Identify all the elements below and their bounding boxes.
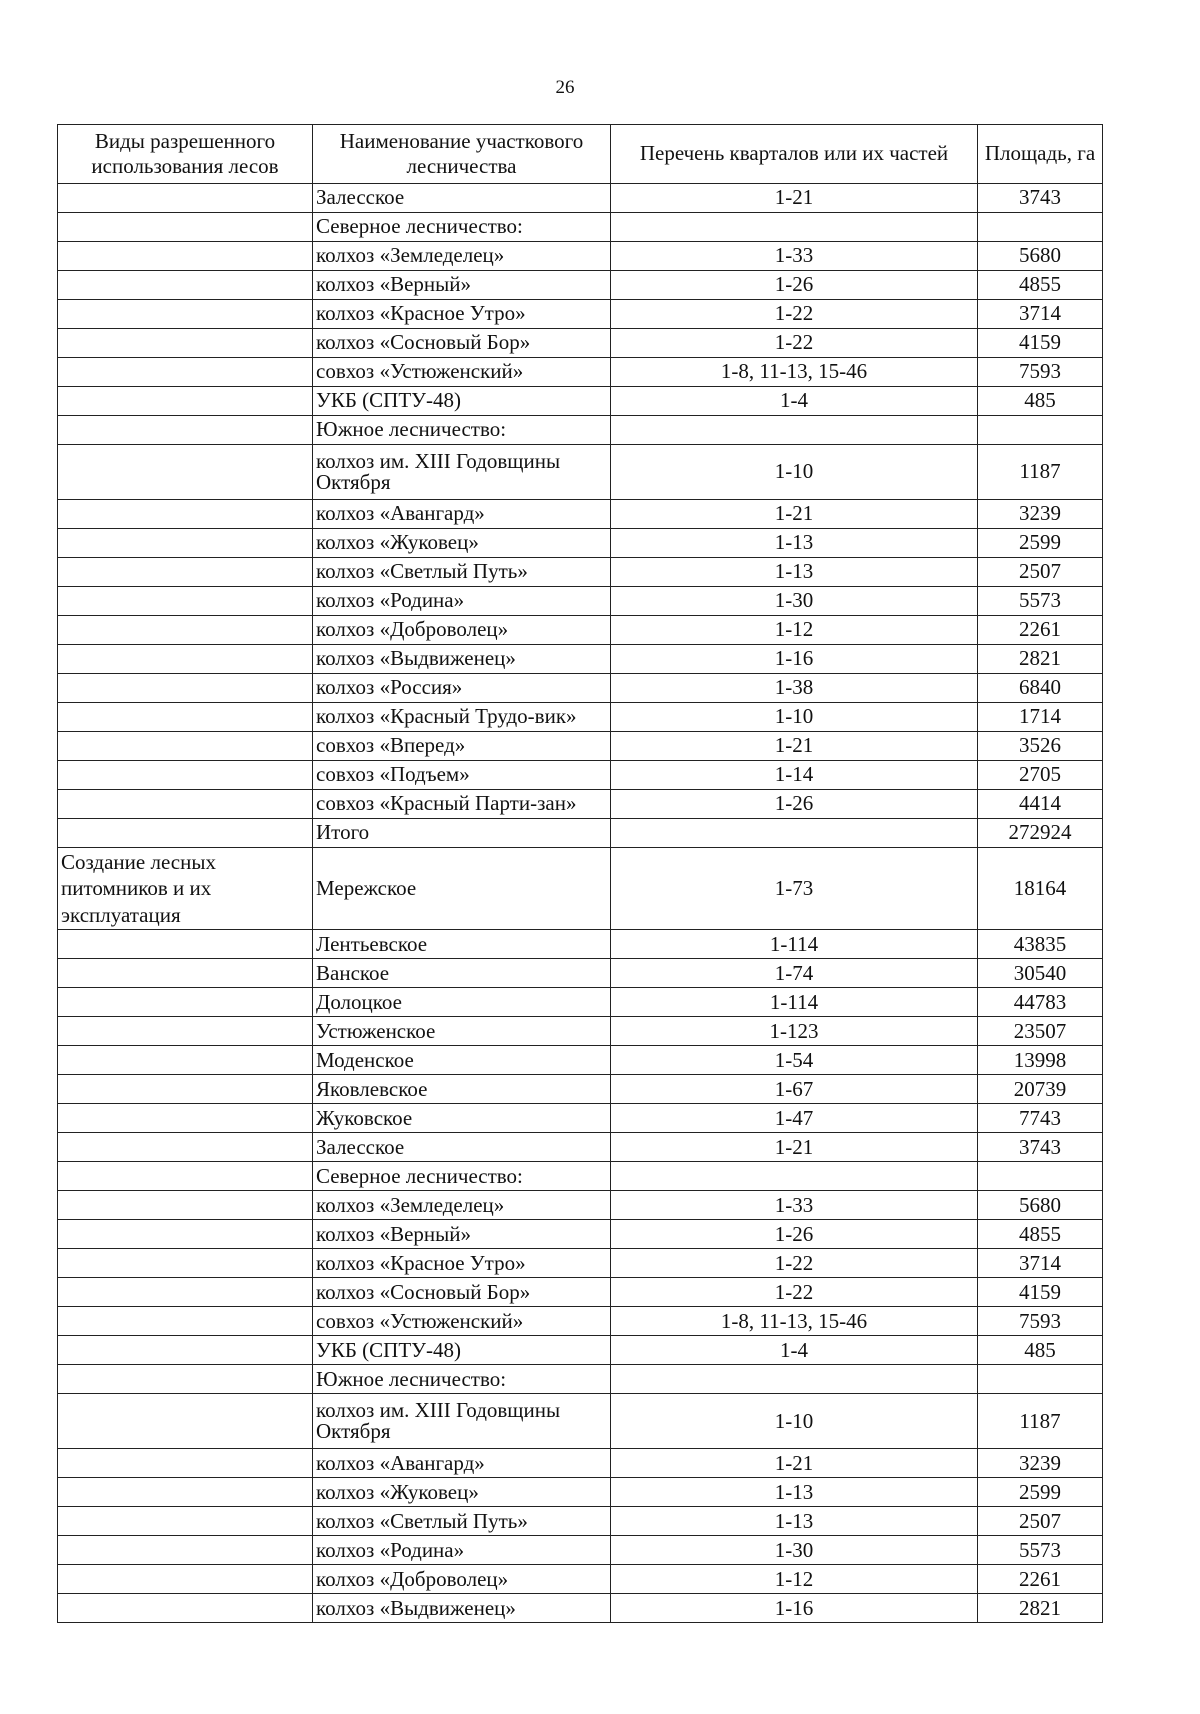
forestry-name-cell: совхоз «Вперед»: [313, 732, 611, 761]
forestry-name-cell: Залесское: [313, 1133, 611, 1162]
quarters-cell: 1-26: [611, 1220, 978, 1249]
use-type-cell: [58, 959, 313, 988]
use-type-cell: [58, 184, 313, 213]
forestry-name-cell: Южное лесничество:: [313, 1365, 611, 1394]
forestry-name-cell: колхоз «Сосновый Бор»: [313, 1278, 611, 1307]
area-cell: 2599: [978, 529, 1103, 558]
area-cell: 2507: [978, 1507, 1103, 1536]
area-cell: 23507: [978, 1017, 1103, 1046]
forestry-name-cell: колхоз «Родина»: [313, 1536, 611, 1565]
quarters-cell: 1-30: [611, 587, 978, 616]
area-cell: 4159: [978, 1278, 1103, 1307]
quarters-cell: 1-123: [611, 1017, 978, 1046]
use-type-cell: [58, 1365, 313, 1394]
quarters-cell: 1-13: [611, 1478, 978, 1507]
table-row: [58, 1507, 1103, 1536]
area-cell: 20739: [978, 1075, 1103, 1104]
use-type-cell: [58, 616, 313, 645]
area-cell: 3714: [978, 1249, 1103, 1278]
quarters-cell: 1-10: [611, 445, 978, 500]
table-row: [58, 1449, 1103, 1478]
table-row: [58, 1394, 1103, 1449]
forestry-name-cell: Залесское: [313, 184, 611, 213]
quarters-cell: 1-21: [611, 1449, 978, 1478]
table-body: [58, 184, 1103, 1623]
use-type-cell: [58, 1536, 313, 1565]
forestry-name-cell: колхоз «Доброволец»: [313, 1565, 611, 1594]
area-cell: 1187: [978, 445, 1103, 500]
forestry-name-cell: Долоцкое: [313, 988, 611, 1017]
use-type-cell: [58, 1162, 313, 1191]
quarters-cell: 1-16: [611, 1594, 978, 1623]
area-cell: 7593: [978, 358, 1103, 387]
table-row: [58, 1075, 1103, 1104]
table-row: [58, 1191, 1103, 1220]
area-cell: [978, 213, 1103, 242]
table-row: [58, 703, 1103, 732]
area-cell: 6840: [978, 674, 1103, 703]
forestry-name-cell: Моденское: [313, 1046, 611, 1075]
area-cell: 3239: [978, 500, 1103, 529]
header-area: Площадь, га: [978, 125, 1103, 184]
forestry-name-cell: колхоз «Россия»: [313, 674, 611, 703]
table-row: [58, 1249, 1103, 1278]
forestry-name-cell: колхоз «Светлый Путь»: [313, 558, 611, 587]
quarters-cell: 1-47: [611, 1104, 978, 1133]
quarters-cell: [611, 819, 978, 848]
use-type-cell: [58, 1594, 313, 1623]
forestry-name-cell: совхоз «Подъем»: [313, 761, 611, 790]
table-row: [58, 959, 1103, 988]
quarters-cell: 1-13: [611, 558, 978, 587]
table-row: [58, 1594, 1103, 1623]
use-type-cell: [58, 1278, 313, 1307]
area-cell: 272924: [978, 819, 1103, 848]
area-cell: 3714: [978, 300, 1103, 329]
use-type-cell: [58, 1220, 313, 1249]
table-row: [58, 790, 1103, 819]
table-row: [58, 445, 1103, 500]
forestry-name-cell: колхоз им. XIII Годовщины Октября: [313, 445, 611, 500]
quarters-cell: 1-22: [611, 329, 978, 358]
quarters-cell: 1-21: [611, 500, 978, 529]
area-cell: 1714: [978, 703, 1103, 732]
use-type-cell: [58, 242, 313, 271]
quarters-cell: 1-22: [611, 1249, 978, 1278]
forestry-name-cell: колхоз «Красный Трудо-вик»: [313, 703, 611, 732]
use-type-cell: [58, 1507, 313, 1536]
use-type-cell: [58, 1104, 313, 1133]
table-row: [58, 184, 1103, 213]
table-row: [58, 1278, 1103, 1307]
table-row: [58, 930, 1103, 959]
forestry-name-cell: Южное лесничество:: [313, 416, 611, 445]
use-type-cell: [58, 445, 313, 500]
table-row: [58, 329, 1103, 358]
forestry-name-cell: УКБ (СПТУ-48): [313, 387, 611, 416]
table-row: [58, 1017, 1103, 1046]
area-cell: 30540: [978, 959, 1103, 988]
table-row: [58, 732, 1103, 761]
quarters-cell: 1-73: [611, 848, 978, 930]
area-cell: 2261: [978, 616, 1103, 645]
area-cell: 7743: [978, 1104, 1103, 1133]
area-cell: [978, 1162, 1103, 1191]
use-type-cell: [58, 271, 313, 300]
table-row: [58, 358, 1103, 387]
page-number: 26: [555, 77, 575, 98]
quarters-cell: 1-13: [611, 1507, 978, 1536]
forestry-name-cell: колхоз им. XIII Годовщины Октября: [313, 1394, 611, 1449]
forestry-name-cell: колхоз «Сосновый Бор»: [313, 329, 611, 358]
quarters-cell: 1-12: [611, 1565, 978, 1594]
table-row: [58, 529, 1103, 558]
use-type-cell: [58, 645, 313, 674]
area-cell: 2507: [978, 558, 1103, 587]
use-type-cell: [58, 300, 313, 329]
table-row: [58, 674, 1103, 703]
table-row: [58, 819, 1103, 848]
quarters-cell: 1-8, 11-13, 15-46: [611, 358, 978, 387]
use-type-cell: [58, 358, 313, 387]
area-cell: 3526: [978, 732, 1103, 761]
quarters-cell: 1-22: [611, 300, 978, 329]
area-cell: 2599: [978, 1478, 1103, 1507]
header-forestry-name: Наименование участкового лесничества: [313, 125, 611, 184]
area-cell: 5573: [978, 587, 1103, 616]
table-row: [58, 1307, 1103, 1336]
forestry-name-cell: колхоз «Светлый Путь»: [313, 1507, 611, 1536]
forestry-name-cell: колхоз «Выдвиженец»: [313, 645, 611, 674]
use-type-cell: [58, 500, 313, 529]
forestry-name-cell: Северное лесничество:: [313, 213, 611, 242]
forestry-name-cell: колхоз «Земледелец»: [313, 1191, 611, 1220]
forestry-name-cell: Яковлевское: [313, 1075, 611, 1104]
forestry-name-cell: колхоз «Верный»: [313, 271, 611, 300]
area-cell: 5680: [978, 1191, 1103, 1220]
use-type-cell: [58, 416, 313, 445]
use-type-cell: [58, 558, 313, 587]
quarters-cell: 1-74: [611, 959, 978, 988]
header-row: [58, 125, 1103, 184]
quarters-cell: 1-67: [611, 1075, 978, 1104]
use-type-cell: [58, 587, 313, 616]
area-cell: 4159: [978, 329, 1103, 358]
quarters-cell: 1-114: [611, 930, 978, 959]
table-row: [58, 1565, 1103, 1594]
area-cell: 18164: [978, 848, 1103, 930]
table-row: [58, 761, 1103, 790]
forestry-name-cell: колхоз «Жуковец»: [313, 1478, 611, 1507]
quarters-cell: 1-33: [611, 242, 978, 271]
area-cell: [978, 416, 1103, 445]
table-row: [58, 1536, 1103, 1565]
forestry-name-cell: УКБ (СПТУ-48): [313, 1336, 611, 1365]
use-type-cell: [58, 1478, 313, 1507]
forestry-name-cell: колхоз «Доброволец»: [313, 616, 611, 645]
use-type-cell: [58, 703, 313, 732]
forestry-name-cell: совхоз «Красный Парти-зан»: [313, 790, 611, 819]
area-cell: 5573: [978, 1536, 1103, 1565]
use-type-cell: [58, 819, 313, 848]
area-cell: [978, 1365, 1103, 1394]
use-type-cell: [58, 1307, 313, 1336]
quarters-cell: [611, 213, 978, 242]
use-type-cell: [58, 674, 313, 703]
area-cell: 43835: [978, 930, 1103, 959]
table-row: [58, 242, 1103, 271]
area-cell: 485: [978, 387, 1103, 416]
table-row: [58, 500, 1103, 529]
table-row: [58, 1162, 1103, 1191]
use-type-cell: [58, 1394, 313, 1449]
use-type-cell: [58, 1336, 313, 1365]
table-row: [58, 1336, 1103, 1365]
area-cell: 4855: [978, 271, 1103, 300]
forestry-name-cell: колхоз «Красное Утро»: [313, 1249, 611, 1278]
area-cell: 3239: [978, 1449, 1103, 1478]
forestry-name-cell: колхоз «Верный»: [313, 1220, 611, 1249]
quarters-cell: 1-26: [611, 790, 978, 819]
use-type-cell: [58, 1075, 313, 1104]
table-row: [58, 1133, 1103, 1162]
forestry-name-cell: колхоз «Родина»: [313, 587, 611, 616]
area-cell: 3743: [978, 184, 1103, 213]
quarters-cell: [611, 416, 978, 445]
forestry-name-cell: колхоз «Земледелец»: [313, 242, 611, 271]
use-type-cell: [58, 1017, 313, 1046]
table-row: [58, 1104, 1103, 1133]
table-header: [58, 125, 1103, 184]
header-use-type: Виды разрешенного использования лесов: [58, 125, 313, 184]
quarters-cell: 1-10: [611, 1394, 978, 1449]
use-type-cell: [58, 988, 313, 1017]
use-type-cell: [58, 732, 313, 761]
forestry-name-cell: колхоз «Жуковец»: [313, 529, 611, 558]
use-type-cell: [58, 213, 313, 242]
area-cell: 1187: [978, 1394, 1103, 1449]
quarters-cell: 1-8, 11-13, 15-46: [611, 1307, 978, 1336]
table-row: [58, 558, 1103, 587]
table-row: [58, 1365, 1103, 1394]
table-row: [58, 416, 1103, 445]
use-type-cell: Создание лесных питомников и их эксплуатация: [58, 848, 313, 930]
quarters-cell: 1-4: [611, 387, 978, 416]
quarters-cell: 1-16: [611, 645, 978, 674]
use-type-cell: [58, 1046, 313, 1075]
use-type-cell: [58, 790, 313, 819]
use-type-cell: [58, 529, 313, 558]
quarters-cell: [611, 1365, 978, 1394]
table-row: [58, 645, 1103, 674]
table-row: [58, 387, 1103, 416]
quarters-cell: 1-114: [611, 988, 978, 1017]
quarters-cell: [611, 1162, 978, 1191]
area-cell: 485: [978, 1336, 1103, 1365]
table-row: [58, 271, 1103, 300]
area-cell: 2261: [978, 1565, 1103, 1594]
quarters-cell: 1-38: [611, 674, 978, 703]
table-row: [58, 988, 1103, 1017]
use-type-cell: [58, 1565, 313, 1594]
table-row: [58, 587, 1103, 616]
quarters-cell: 1-4: [611, 1336, 978, 1365]
forestry-name-cell: Итого: [313, 819, 611, 848]
use-type-cell: [58, 387, 313, 416]
table-row: [58, 300, 1103, 329]
table-row: [58, 616, 1103, 645]
forestry-name-cell: Северное лесничество:: [313, 1162, 611, 1191]
area-cell: 2821: [978, 645, 1103, 674]
quarters-cell: 1-54: [611, 1046, 978, 1075]
forestry-name-cell: Лентьевское: [313, 930, 611, 959]
use-type-cell: [58, 1449, 313, 1478]
forestry-name-cell: совхоз «Устюженский»: [313, 1307, 611, 1336]
quarters-cell: 1-14: [611, 761, 978, 790]
area-cell: 4414: [978, 790, 1103, 819]
area-cell: 7593: [978, 1307, 1103, 1336]
quarters-cell: 1-33: [611, 1191, 978, 1220]
use-type-cell: [58, 930, 313, 959]
forestry-name-cell: колхоз «Авангард»: [313, 1449, 611, 1478]
area-cell: 13998: [978, 1046, 1103, 1075]
quarters-cell: 1-26: [611, 271, 978, 300]
forestry-name-cell: колхоз «Красное Утро»: [313, 300, 611, 329]
forestry-name-cell: колхоз «Выдвиженец»: [313, 1594, 611, 1623]
forestry-name-cell: совхоз «Устюженский»: [313, 358, 611, 387]
area-cell: 5680: [978, 242, 1103, 271]
table-row: [58, 213, 1103, 242]
forestry-name-cell: Устюженское: [313, 1017, 611, 1046]
forest-use-table: [57, 124, 1103, 1623]
quarters-cell: 1-12: [611, 616, 978, 645]
forestry-name-cell: колхоз «Авангард»: [313, 500, 611, 529]
table-row: [58, 1220, 1103, 1249]
forestry-name-cell: Жуковское: [313, 1104, 611, 1133]
use-type-cell: [58, 1191, 313, 1220]
use-type-cell: [58, 761, 313, 790]
quarters-cell: 1-21: [611, 184, 978, 213]
quarters-cell: 1-10: [611, 703, 978, 732]
area-cell: 2821: [978, 1594, 1103, 1623]
quarters-cell: 1-22: [611, 1278, 978, 1307]
table-row: [58, 1046, 1103, 1075]
area-cell: 44783: [978, 988, 1103, 1017]
quarters-cell: 1-21: [611, 732, 978, 761]
area-cell: 4855: [978, 1220, 1103, 1249]
use-type-cell: [58, 329, 313, 358]
table-row: [58, 848, 1103, 930]
use-type-cell: [58, 1133, 313, 1162]
use-type-cell: [58, 1249, 313, 1278]
header-quarters-list: Перечень кварталов или их частей: [611, 125, 978, 184]
table-row: [58, 1478, 1103, 1507]
quarters-cell: 1-30: [611, 1536, 978, 1565]
quarters-cell: 1-13: [611, 529, 978, 558]
forestry-name-cell: Мережское: [313, 848, 611, 930]
quarters-cell: 1-21: [611, 1133, 978, 1162]
forestry-name-cell: Ванское: [313, 959, 611, 988]
area-cell: 2705: [978, 761, 1103, 790]
area-cell: 3743: [978, 1133, 1103, 1162]
